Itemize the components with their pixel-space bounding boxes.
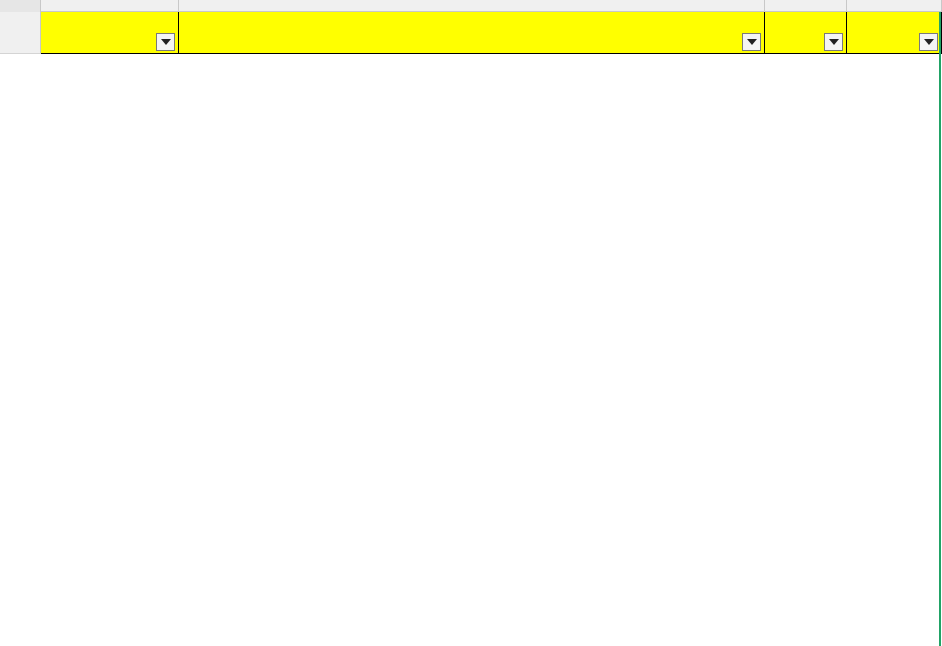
- selection-edge: [939, 12, 941, 646]
- header-supervision[interactable]: [765, 12, 847, 54]
- column-header-a[interactable]: [41, 0, 179, 12]
- header-hs-code[interactable]: [41, 12, 179, 54]
- column-header-c[interactable]: [765, 0, 847, 12]
- header-hs-name[interactable]: [179, 12, 765, 54]
- header-hs-code-label: [41, 12, 154, 53]
- filter-dropdown-icon[interactable]: [919, 33, 938, 51]
- row-number-header[interactable]: [0, 12, 41, 54]
- filter-dropdown-icon[interactable]: [742, 33, 761, 51]
- header-inspection[interactable]: [847, 12, 942, 54]
- column-header-d[interactable]: [847, 0, 942, 12]
- filter-dropdown-icon[interactable]: [824, 33, 843, 51]
- column-header-b[interactable]: [179, 0, 765, 12]
- filter-dropdown-icon[interactable]: [156, 33, 175, 51]
- header-hs-name-label: [179, 12, 740, 53]
- select-all-corner[interactable]: [0, 0, 41, 12]
